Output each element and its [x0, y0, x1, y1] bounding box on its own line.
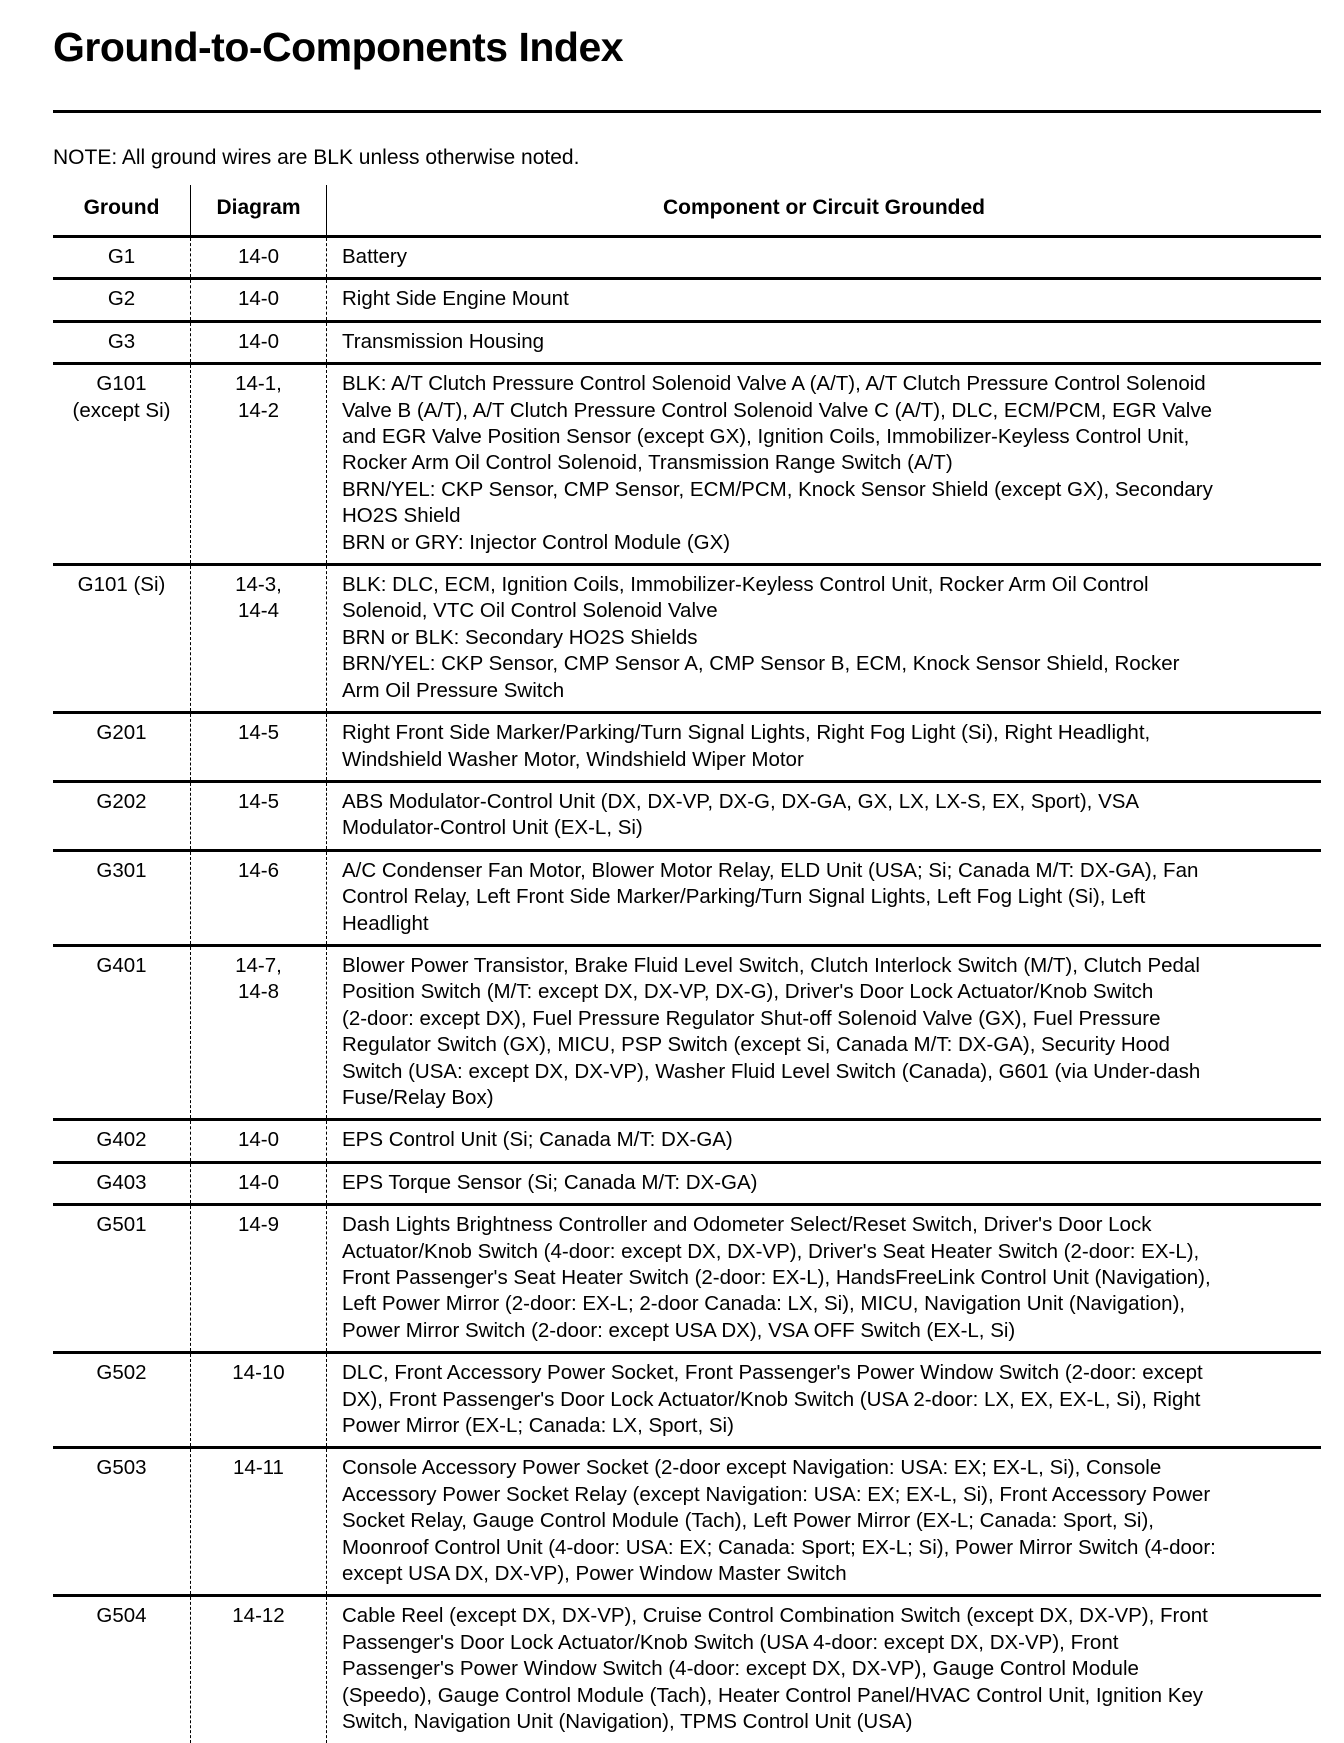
ground-cell: G502	[53, 1353, 191, 1448]
ground-cell: G101 (except Si)	[53, 364, 191, 565]
diagram-cell: 14-11	[191, 1448, 327, 1596]
table-row	[53, 1162, 1321, 1204]
diagram-cell: 14-0	[191, 321, 327, 363]
table-row	[53, 1353, 1321, 1448]
table-header-row	[53, 185, 1321, 237]
note-text: NOTE: All ground wires are BLK unless otherwise noted.	[53, 146, 580, 169]
component-cell: EPS Control Unit (Si; Canada M/T: DX-GA)	[342, 1128, 733, 1152]
component-cell: Dash Lights Brightness Controller and Odometer Select/Reset Switch, Driver's Door Lock Actuator/Knob Switch (4-door: except DX, DX-VP), Driver's Seat Heater Switch (2-door: EX-L), Front Passenger's Seat Heater Switch (2-door: EX-L), HandsFreeLink Control Unit (Navigation), Left Power Mirror (2-door: EX-L; 2-door Canada: LX, Si), MICU, Navigation Unit (Navigation), Power Mirror Switch (2-door: except USA DX), VSA OFF Switch (EX-L, Si)	[342, 1213, 1211, 1342]
ground-cell: G504	[53, 1596, 191, 1743]
diagram-cell: 14-5	[191, 781, 327, 850]
ground-cell: G501	[53, 1205, 191, 1353]
diagram-cell: 14-0	[191, 237, 327, 279]
table-row	[53, 1120, 1321, 1162]
diagram-cell: 14-12	[191, 1596, 327, 1743]
table-row	[53, 945, 1321, 1119]
component-cell: Console Accessory Power Socket (2-door except Navigation: USA: EX; EX-L, Si), Console Accessory Power Socket Relay (except Navigation: USA: EX; EX-L, Si), Front Accessory Power Socket Relay, Gauge Control Module (Tach), Left Power Mirror (EX-L; Canada: Sport, Si), Moonroof Control Unit (4-door: USA: EX; Canada: Sport; EX-L; Si), Power Mirror Switch (4-door: except USA DX, DX-VP), Power Window Master Switch	[342, 1456, 1216, 1586]
component-cell: ABS Modulator-Control Unit (DX, DX-VP, DX-G, DX-GA, GX, LX, LX-S, EX, Sport), VSA Modulator-Control Unit (EX-L, Si)	[342, 789, 1140, 840]
table-row	[53, 565, 1321, 713]
table-row	[53, 850, 1321, 945]
page-title: Ground-to-Components Index	[53, 24, 624, 70]
ground-cell: G201	[53, 713, 191, 782]
table-row	[53, 1596, 1321, 1743]
table-row	[53, 279, 1321, 321]
ground-cell: G403	[53, 1162, 191, 1204]
component-cell: Cable Reel (except DX, DX-VP), Cruise Control Combination Switch (except DX, DX-VP), Front Passenger's Door Lock Actuator/Knob Switch (USA 4-door: except DX, DX-VP), Front Passenger's Power Window Switch (4-door: except DX, DX-VP), Gauge Control Module (Speedo), Gauge Control Module (Tach), Heater Control Panel/HVAC Control Unit, Ignition Key Switch, Navigation Unit (Navigation), TPMS Control Unit (USA)	[342, 1604, 1208, 1734]
diagram-cell: 14-10	[191, 1353, 327, 1448]
ground-cell: G2	[53, 279, 191, 321]
component-cell: BLK: A/T Clutch Pressure Control Solenoid Valve A (A/T), A/T Clutch Pressure Control Solenoid Valve B (A/T), A/T Clutch Pressure Control Solenoid Valve C (A/T), DLC, ECM/PCM, EGR Valve and EGR Valve Position Sensor (except GX), Ignition Coils, Immobilizer-Keyless Control Unit, Rocker Arm Oil Control Solenoid, Transmission Range Switch (A/T) BRN/YEL: CKP Sensor, CMP Sensor, ECM/PCM, Knock Sensor Shield (except GX), Secondary HO2S Shield BRN or GRY: Injector Control Module (GX)	[342, 372, 1213, 554]
ground-cell: G401	[53, 945, 191, 1119]
column-header-ground: Ground	[53, 185, 191, 237]
table-row	[53, 781, 1321, 850]
diagram-cell: 14-1, 14-2	[191, 364, 327, 565]
component-cell: EPS Torque Sensor (Si; Canada M/T: DX-GA)	[342, 1170, 758, 1194]
table-row	[53, 713, 1321, 782]
component-cell: Battery	[342, 245, 407, 268]
diagram-cell: 14-0	[191, 1162, 327, 1204]
column-header-diagram: Diagram	[191, 185, 327, 237]
diagram-cell: 14-5	[191, 713, 327, 782]
diagram-cell: 14-3, 14-4	[191, 565, 327, 713]
column-header-component: Component or Circuit Grounded	[663, 196, 985, 219]
diagram-cell: 14-7, 14-8	[191, 945, 327, 1119]
ground-cell: G503	[53, 1448, 191, 1596]
diagram-cell: 14-9	[191, 1205, 327, 1353]
diagram-cell: 14-0	[191, 279, 327, 321]
ground-cell: G402	[53, 1120, 191, 1162]
component-cell: A/C Condenser Fan Motor, Blower Motor Relay, ELD Unit (USA; Si; Canada M/T: DX-GA), Fan Control Relay, Left Front Side Marker/Parking/Turn Signal Lights, Left Fog Light (Si), Left Headlight	[342, 858, 1199, 935]
table-row	[53, 364, 1321, 565]
table-row	[53, 1448, 1321, 1596]
component-cell: Blower Power Transistor, Brake Fluid Level Switch, Clutch Interlock Switch (M/T), Clutch Pedal Position Switch (M/T: except DX, DX-VP, DX-G), Driver's Door Lock Actuator/Knob Switch (2-door: except DX), Fuel Pressure Regulator Shut-off Solenoid Valve (GX), Fuel Pressure Regulator Switch (GX), MICU, PSP Switch (except Si, Canada M/T: DX-GA), Security Hood Switch (USA: except DX, DX-VP), Washer Fluid Level Switch (Canada), G601 (via Under-dash Fuse/Relay Box)	[342, 953, 1201, 1109]
title-divider	[53, 110, 1321, 113]
diagram-cell: 14-0	[191, 1120, 327, 1162]
table-row	[53, 237, 1321, 279]
table-row	[53, 321, 1321, 363]
ground-index-table	[53, 185, 1321, 1743]
table-row	[53, 1205, 1321, 1353]
component-cell: Transmission Housing	[342, 329, 545, 353]
component-cell: BLK: DLC, ECM, Ignition Coils, Immobilizer-Keyless Control Unit, Rocker Arm Oil Control Solenoid, VTC Oil Control Solenoid Valve BRN or BLK: Secondary HO2S Shields BRN/YEL: CKP Sensor, CMP Sensor A, CMP Sensor B, ECM, Knock Sensor Shield, Rocker Arm Oil Pressure Switch	[342, 573, 1180, 702]
diagram-cell: 14-6	[191, 850, 327, 945]
component-cell: Right Side Engine Mount	[342, 287, 569, 311]
component-cell: Right Front Side Marker/Parking/Turn Signal Lights, Right Fog Light (Si), Right Headlight, Windshield Washer Motor, Windshield Wiper Motor	[342, 721, 1151, 771]
ground-cell: G101 (Si)	[53, 565, 191, 713]
ground-cell: G1	[53, 237, 191, 279]
ground-cell: G301	[53, 850, 191, 945]
ground-cell: G202	[53, 781, 191, 850]
component-cell: DLC, Front Accessory Power Socket, Front Passenger's Power Window Switch (2-door: except DX), Front Passenger's Door Lock Actuator/Knob Switch (USA 2-door: LX, EX, EX-L, Si), Right Power Mirror (EX-L; Canada: LX, Sport, Si)	[342, 1361, 1203, 1438]
ground-cell: G3	[53, 321, 191, 363]
